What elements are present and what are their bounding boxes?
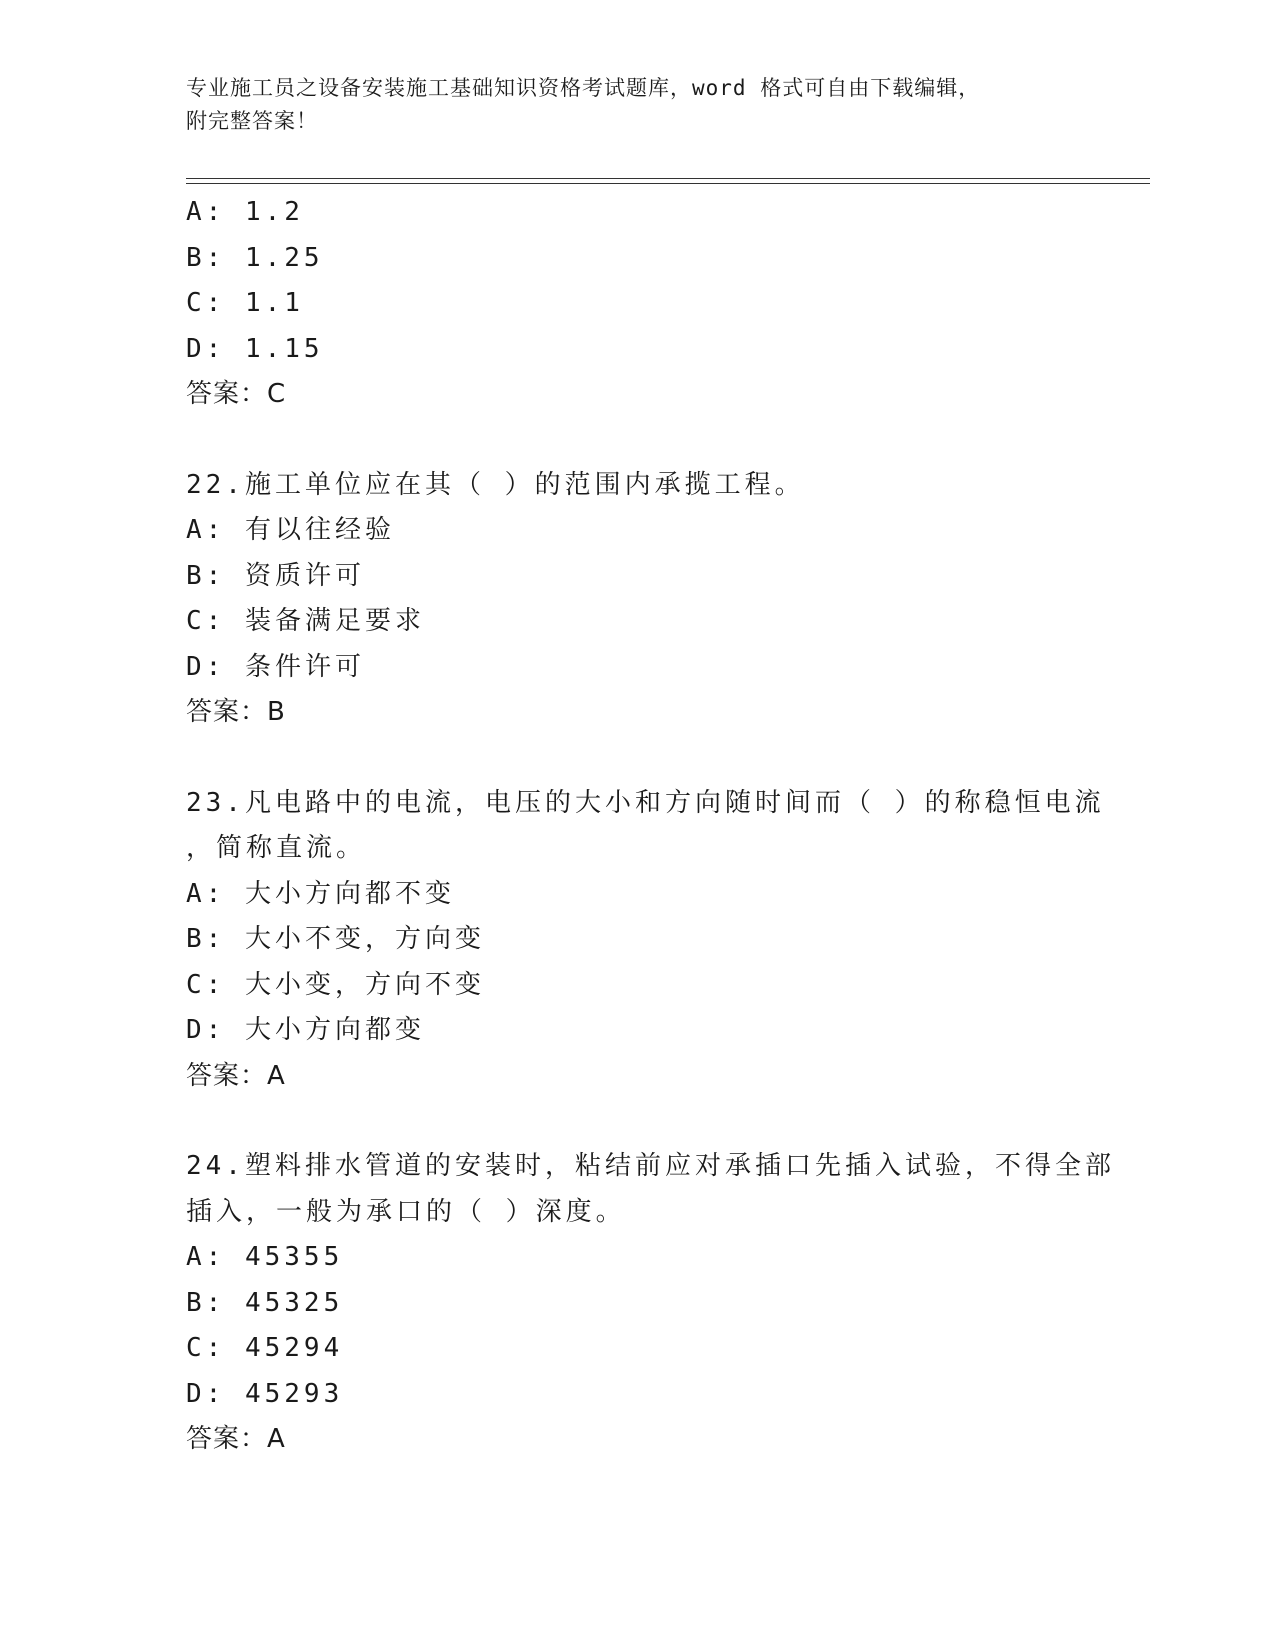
document-body: [186, 190, 1115, 1463]
header-divider-bottom: [186, 183, 1150, 184]
document-header: [186, 72, 1086, 138]
option-c: C: 大小变，方向不变: [186, 969, 485, 1000]
option-b: B: 大小不变，方向变: [186, 924, 485, 954]
question-block-22: [186, 463, 1086, 736]
option-c: C: 1.1: [186, 288, 304, 318]
question-stem-continued: 插入，一般为承口的（ ）深度。: [186, 1196, 626, 1227]
answer-line: 答案：A: [186, 1060, 286, 1091]
option-d: D: 45293: [186, 1378, 344, 1409]
option-a: A: 1.2: [186, 197, 304, 227]
option-a: A: 有以往经验: [186, 515, 395, 545]
option-b: B: 45325: [186, 1287, 344, 1318]
option-c: C: 装备满足要求: [186, 606, 425, 636]
answer-line: 答案：A: [186, 1424, 286, 1454]
question-stem: 24.塑料排水管道的安装时，粘结前应对承插口先插入试验，不得全部: [186, 1151, 1115, 1181]
option-b: B: 1.25: [186, 242, 324, 273]
question-stem: 22.施工单位应在其（ ）的范围内承揽工程。: [186, 469, 805, 500]
question-block-23: [186, 781, 1105, 1100]
answer-line: 答案：C: [186, 379, 287, 409]
question-stem: 23.凡电路中的电流，电压的大小和方向随时间而（ ）的称稳恒电流: [186, 787, 1105, 818]
option-d: D: 大小方向都变: [186, 1015, 425, 1045]
question-block-21: [186, 190, 1086, 418]
option-d: D: 条件许可: [186, 651, 365, 682]
header-line-1: 专业施工员之设备安装施工基础知识资格考试题库，word 格式可自由下载编辑，: [186, 76, 981, 100]
option-a: A: 大小方向都不变: [186, 878, 455, 909]
header-divider-top: [186, 178, 1150, 179]
option-a: A: 45355: [186, 1242, 344, 1272]
question-block-24: [186, 1144, 1115, 1463]
option-d: D: 1.15: [186, 333, 324, 364]
answer-line: 答案：B: [186, 697, 286, 727]
option-c: C: 45294: [186, 1333, 344, 1363]
header-line-2: 附完整答案！: [186, 109, 318, 133]
option-b: B: 资质许可: [186, 560, 365, 591]
question-stem-continued: ，简称直流。: [186, 833, 367, 863]
